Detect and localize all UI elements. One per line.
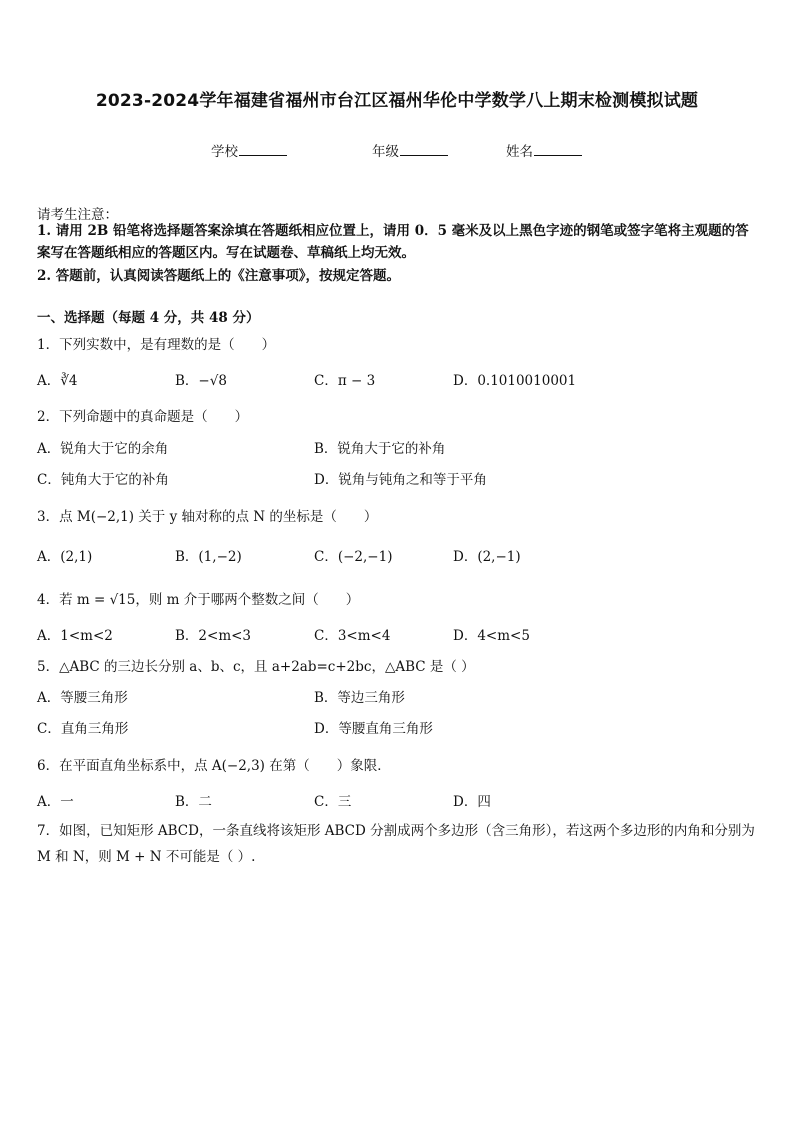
school-blank[interactable] [239, 143, 287, 156]
question-4-stem: 4．若 m = √15，则 m 介于哪两个整数之间（ ） [37, 592, 360, 608]
page-title: 2023-2024学年福建省福州市台江区福州华伦中学数学八上期末检测模拟试题 [95, 91, 699, 111]
q5-option-b[interactable]: B．等边三角形 [314, 690, 405, 706]
q6-option-b[interactable]: B．二 [175, 794, 212, 810]
q6-option-a[interactable]: A．一 [37, 794, 74, 810]
name-label: 姓名 [506, 144, 533, 160]
q4-option-d[interactable]: D．4<m<5 [453, 628, 530, 644]
q3-option-a[interactable]: A．(2,1) [37, 549, 93, 565]
notice-item-1: 1. 请用 2B 铅笔将选择题答案涂填在答题纸相应位置上，请用 0．5 毫米及以上黑色字迹的钢笔或签字笔将主观题的答案写在答题纸相应的答题区内。写在试题卷、草稿纸上均无效。 [37, 223, 749, 261]
question-7-stem: 7．如图，已知矩形 ABCD，一条直线将该矩形 ABCD 分割成两个多边形（含三角形），若这两个多边形的内角和分别为 M 和 N，则 M + N 不可能是（ ）. [37, 823, 755, 865]
q6-option-d[interactable]: D．四 [453, 794, 491, 810]
q1-option-c[interactable]: C．π − 3 [314, 373, 376, 389]
q4-option-a[interactable]: A．1<m<2 [37, 628, 113, 644]
q5-option-c[interactable]: C．直角三角形 [37, 721, 129, 737]
grade-field [372, 140, 448, 160]
q3-option-d[interactable]: D．(2,−1) [453, 549, 521, 565]
school-field [211, 140, 287, 160]
notice-heading: 请考生注意： [37, 207, 118, 223]
grade-blank[interactable] [400, 143, 448, 156]
name-blank[interactable] [534, 143, 582, 156]
question-2-stem: 2．下列命题中的真命题是（ ） [37, 409, 249, 425]
q1-option-b[interactable]: B．−√8 [175, 373, 227, 389]
name-field [506, 140, 582, 160]
question-1-stem: 1．下列实数中，是有理数的是（ ） [37, 337, 276, 353]
q4-option-c[interactable]: C．3<m<4 [314, 628, 391, 644]
question-6-stem: 6．在平面直角坐标系中，点 A(−2,3) 在第（ ）象限． [37, 758, 391, 774]
q1-option-a[interactable]: A．∛4 [37, 373, 78, 389]
grade-label: 年级 [372, 144, 399, 160]
q6-option-c[interactable]: C．三 [314, 794, 352, 810]
q5-option-a[interactable]: A．等腰三角形 [37, 690, 128, 706]
question-5-stem: 5．△ABC 的三边长分别 a、b、c，且 a+2ab=c+2bc，△ABC 是（ ） [37, 659, 475, 675]
q4-option-b[interactable]: B．2<m<3 [175, 628, 252, 644]
q5-option-d[interactable]: D．等腰直角三角形 [314, 721, 433, 737]
question-3-stem: 3．点 M(−2,1) 关于 y 轴对称的点 N 的坐标是（ ） [37, 509, 378, 525]
section-heading: 一、选择题（每题 4 分，共 48 分） [37, 310, 260, 326]
q2-option-b[interactable]: B．锐角大于它的补角 [314, 441, 446, 457]
q1-option-d[interactable]: D．0.1010010001 [453, 373, 577, 389]
q3-option-b[interactable]: B．(1,−2) [175, 549, 242, 565]
notice-item-2: 2. 答题前，认真阅读答题纸上的《注意事项》，按规定答题。 [37, 268, 401, 284]
q2-option-c[interactable]: C．钝角大于它的补角 [37, 472, 169, 488]
q3-option-c[interactable]: C．(−2,−1) [314, 549, 393, 565]
q2-option-a[interactable]: A．锐角大于它的余角 [37, 441, 169, 457]
school-label: 学校 [211, 144, 238, 160]
q2-option-d[interactable]: D．锐角与钝角之和等于平角 [314, 472, 487, 488]
